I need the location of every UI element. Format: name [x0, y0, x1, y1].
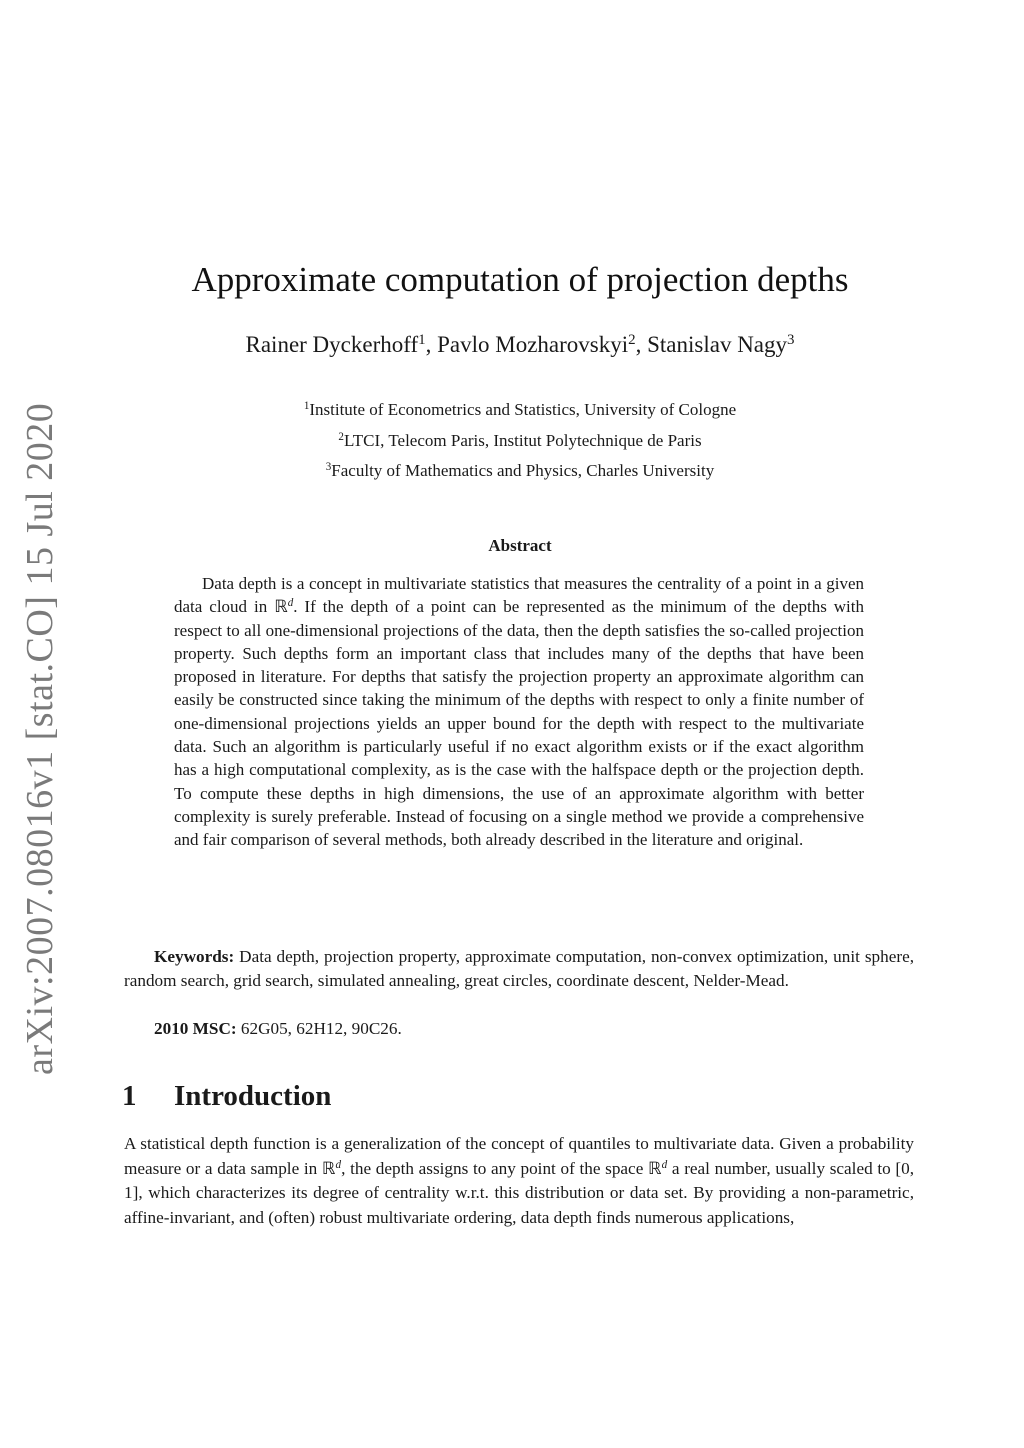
math-interval: [0, 1] — [124, 1158, 914, 1203]
affiliation-mark: 2 — [338, 430, 344, 443]
math-exponent: d — [335, 1158, 342, 1171]
math-symbol: ℝ — [274, 597, 288, 617]
author-name: Rainer Dyckerhoff — [245, 332, 419, 357]
msc-line — [154, 1017, 402, 1041]
affiliation-mark: 1 — [418, 331, 426, 348]
affiliation-text: LTCI, Telecom Paris, Institut Polytechnique de Paris — [343, 430, 702, 450]
affiliation-text: Institute of Econometrics and Statistics, University of Cologne — [309, 400, 737, 419]
intro-text-part: , the depth assigns to any point of the space — [341, 1158, 648, 1178]
author-name: Stanislav Nagy — [647, 332, 788, 357]
keywords-label: Keywords: — [154, 947, 235, 966]
keywords-text: Data depth, projection property, approximate computation, non-convex optimization, unit sphere, random search, grid search, simulated annealing, great circles, coordinate descent, Nelder-Mead. — [124, 947, 915, 990]
msc-codes: 62G05, 62H12, 90C26. — [240, 1019, 402, 1038]
msc-label: 2010 MSC: — [154, 1019, 237, 1038]
intro-paragraph — [124, 1132, 914, 1230]
abstract-text — [174, 572, 864, 852]
math-exponent: d — [661, 1158, 668, 1171]
affiliation-mark: 1 — [303, 399, 310, 412]
section-number: 1 — [122, 1080, 137, 1112]
affiliation-mark: 2 — [628, 331, 636, 348]
author-list: Rainer Dyckerhoff$^1$, Pavlo Mozharovskyi$^2$, Stanislav Nagy$^3$ — [245, 331, 795, 357]
affiliation-text: Faculty of Mathematics and Physics, Charles University — [331, 461, 715, 480]
abstract-text-part: . If the depth of a point can be represented as the minimum of the depths with respect to all one-dimensional projections of the data, then the depth satisfies the so-called projection property. Such depths form an important class that includes many of the depths that have been proposed in literature. For depths that satisfy the projection property an approximate algorithm can easily be constructed since taking the minimum of the depths with respect to only a finite number of one-dimensional projections yields an upper bound for the depth with respect to the multivariate data. Such an algorithm is particularly useful if no exact algorithm exists or if the exact algorithm has a high computational complexity, as is the case with the halfspace depth or the projection depth. To compute these depths in high dimensions, the use of an approximate algorithm with better complexity is surely preferable. Instead of focusing on a single method we provide a comprehensive and fair comparison of several methods, both already described in the literature and original. — [174, 597, 865, 850]
abstract-text-part: Data depth is a concept in multivariate statistics that measures the centrality of a point in a given data cloud in — [174, 574, 864, 617]
affiliation-list — [120, 395, 920, 487]
keywords-paragraph — [124, 945, 914, 992]
math-symbol: ℝ — [321, 1158, 336, 1178]
math-exponent: d — [287, 597, 294, 610]
intro-text-part: a real number, usually scaled to — [667, 1158, 896, 1178]
section-heading — [122, 1078, 331, 1114]
intro-text-part: A statistical depth function is a generalization of the concept of quantiles to multivariate data. Given a probability measure or a data sample in — [124, 1134, 914, 1178]
affiliation-mark: 3 — [325, 460, 332, 473]
section-title: Introduction — [174, 1080, 332, 1112]
math-symbol: ℝ — [648, 1158, 662, 1178]
affiliation-mark: 3 — [787, 331, 795, 348]
affiliation — [120, 456, 920, 487]
paper-title: Approximate computation of projection depths — [191, 260, 849, 299]
intro-text-part: , which characterizes its degree of centrality w.r.t. this distribution or data set. By providing a non-parametric, affine-invariant, and (often) robust multivariate ordering, data depth finds numerous applications, — [124, 1183, 914, 1227]
affiliation — [120, 395, 920, 426]
arxiv-identifier: arXiv:2007.08016v1 [stat.CO] 15 Jul 2020 — [19, 402, 61, 1075]
abstract-heading: Abstract — [488, 536, 552, 555]
affiliation — [120, 426, 920, 457]
author-name: Pavlo Mozharovskyi — [437, 332, 629, 357]
